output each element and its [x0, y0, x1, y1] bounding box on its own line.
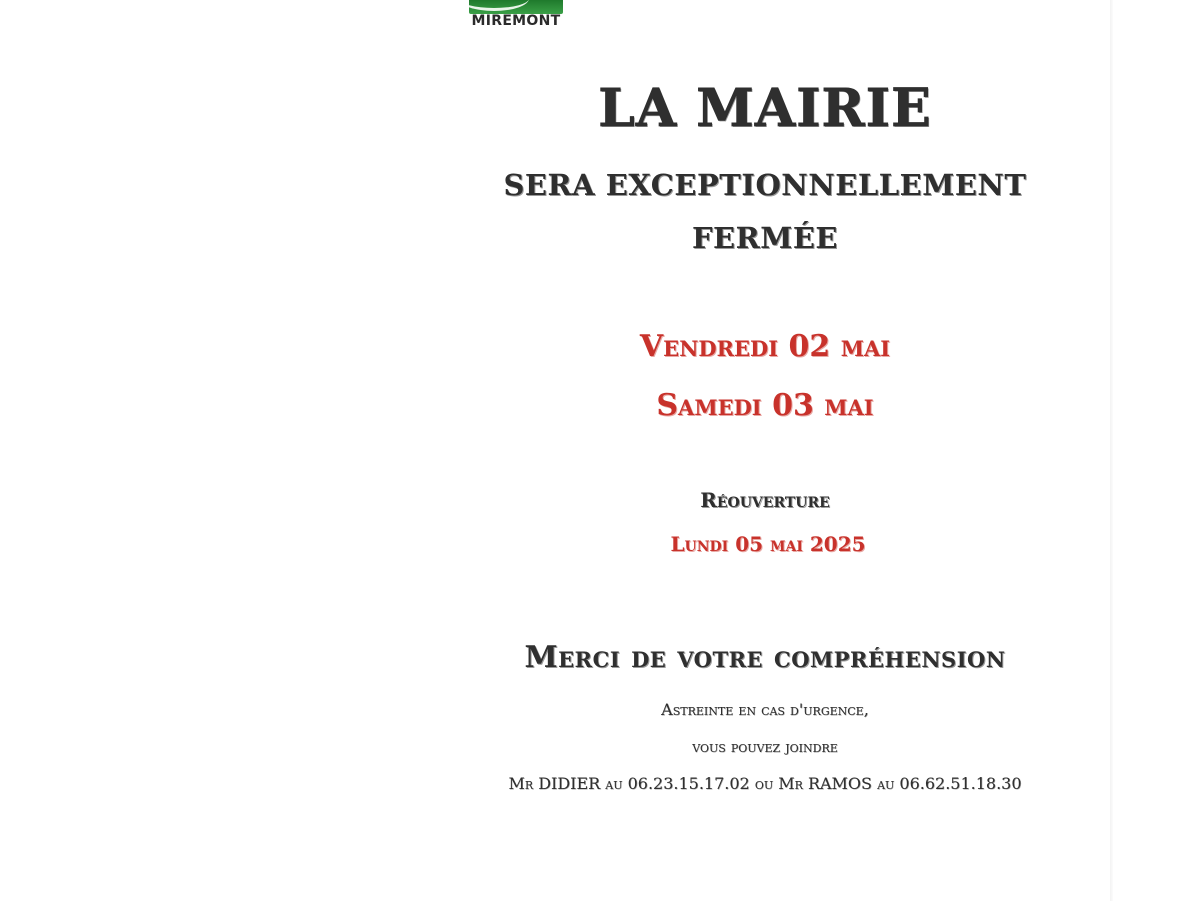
emergency-line-1: Astreinte en cas d'urgence, — [661, 700, 869, 719]
closed-day-1: Vendredi 02 mai — [639, 329, 891, 364]
notice-title: LA MAIRIE — [598, 78, 932, 139]
closed-day-2: Samedi 03 mai — [656, 388, 874, 423]
logo-text: MIREMONT — [471, 13, 561, 29]
reopening-date: Lundi 05 mai 2025 — [670, 532, 866, 556]
notice-subtitle-line1: SERA EXCEPTIONNELLEMENT — [503, 168, 1027, 202]
emergency-line-2: vous pouvez joindre — [692, 737, 838, 756]
notice-subtitle-line2: FERMÉE — [691, 221, 839, 255]
reopening-label: Réouverture — [700, 488, 830, 512]
miremont-logo — [469, 0, 563, 30]
emergency-contacts: Mr DIDIER au 06.23.15.17.02 ou Mr RAMOS au 06.62.51.18.30 — [508, 774, 1022, 793]
logo-green-band — [469, 0, 563, 14]
page-edge — [1110, 0, 1113, 901]
thanks-message: Merci de votre compréhension — [524, 640, 1006, 675]
